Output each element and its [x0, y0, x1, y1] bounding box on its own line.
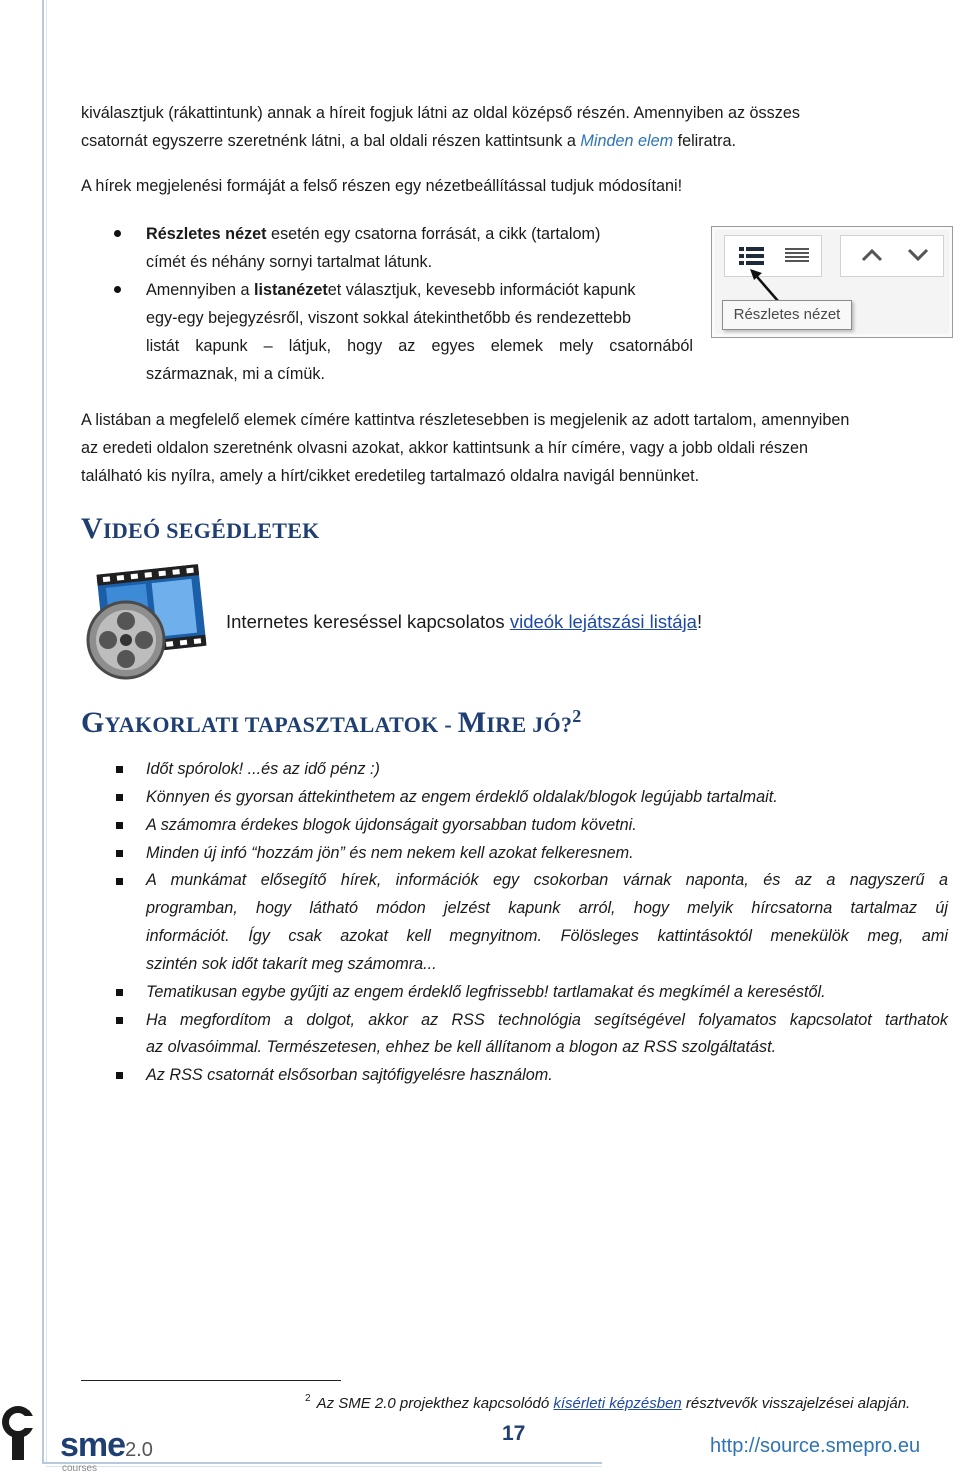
practice-item-line: szintén sok időt takarít meg számomra... [146, 955, 437, 973]
footnote [305, 1388, 910, 1415]
practice-heading-rest-1: YAKORLATI TAPASZTALATOK - [104, 712, 458, 737]
film-reel-icon [80, 560, 210, 695]
practice-heading [81, 706, 582, 740]
sme-logo-version: 2.0 [125, 1439, 153, 1461]
video-heading-initial: V [81, 512, 103, 545]
detailed-view-term: Részletes nézet [146, 225, 267, 243]
video-playlist-line [226, 609, 702, 635]
bullet-2-text-1: et választjuk, kevesebb információt kapunk [327, 281, 636, 299]
footnote-ref[interactable]: 2 [572, 706, 582, 726]
video-playlist-end: ! [696, 611, 703, 632]
intro-line-1: kiválasztjuk (rákattintunk) annak a híreit fogjuk látni az oldal középső részén. Amennyiben az összes [81, 104, 800, 122]
footnote-text: Az SME 2.0 projekthez kapcsolódó [316, 1395, 554, 1412]
intro-line-2-text: csatornát egyszerre szeretnénk látni, a bal oldali részen kattintsunk a [81, 132, 581, 150]
practice-heading-initial-2: M [457, 706, 487, 739]
list-view-term: listanézet [254, 281, 328, 299]
square-bullet [116, 822, 123, 829]
practice-item: Minden új infó “hozzám jön” és nem nekem kell azokat felkeresnem. [146, 844, 634, 862]
square-bullet [116, 1072, 123, 1079]
bullet-2-line-1 [146, 276, 693, 304]
bullet-dot [114, 286, 121, 293]
bullet-1-text-1: esetén egy csatorna forrását, a cikk (tartalom) [266, 225, 601, 243]
para-2-line-3: található kis nyílra, amely a hírt/cikket eredetileg tartalmazó oldalra navigál bennünket. [81, 467, 700, 485]
para-2-line-1: A listában a megfelelő elemek címére kattintva részletesebben is megjelenik az adott tartalom, amennyiben [81, 411, 850, 429]
bullet-2-line-3: listát kapunk – látjuk, hogy az egyes elemek mely csatornából [146, 337, 693, 355]
bullet-2-line-2: egy-egy bejegyzésről, viszont sokkal átekinthetőbb és rendezettebb [146, 309, 632, 327]
practice-item: Időt spórolok! ...és az idő pénz :) [146, 760, 380, 778]
practice-item-line: az olvasóimmal. Természetesen, ehhez be kell állítanom a blogon az RSS szolgáltatást. [146, 1038, 777, 1056]
bullet-1-line-1 [146, 220, 693, 248]
detailed-view-tooltip: Részletes nézet [722, 300, 852, 330]
practice-item-line: A munkámat elősegítő hírek, információk egy csokorban várnak naponta, és az a nagyszerű a [146, 871, 948, 889]
para-2-line-2: az eredeti oldalon szeretnénk olvasni azokat, akkor kattintsunk a hír címére, vagy a jobb oldali részen [81, 439, 809, 457]
footnote-text-end: résztvevők visszajelzései alapján. [681, 1395, 911, 1412]
minden-elem-link[interactable]: Minden elem [580, 132, 674, 150]
sme-logo-text [60, 1426, 153, 1465]
intro-line-3: A hírek megjelenési formáját a felső részen egy nézetbeállítással tudjuk módosítani! [81, 177, 683, 195]
page-number: 17 [502, 1422, 526, 1445]
footer-url[interactable]: http://source.smepro.eu [710, 1435, 921, 1457]
practice-item-line: programban, hogy látható módon jelzést kapunk arról, hogy melyik hírcsatorna tartalmaz új [146, 899, 948, 917]
page-frame-left [42, 0, 44, 1462]
practice-item-line: információt. Így csak azokat kell megnyitnom. Fölösleges kattintásoktól menekülök meg, ami [146, 927, 948, 945]
footnote-separator [81, 1380, 341, 1381]
video-playlist-link[interactable]: videók lejátszási listája [509, 611, 697, 632]
bullet-2-pre: Amennyiben a [146, 281, 254, 299]
intro-line-2 [81, 127, 948, 155]
video-heading [81, 512, 320, 546]
chevron-down-icon[interactable] [907, 248, 929, 267]
practice-heading-rest-2: IRE JÓ? [486, 712, 573, 737]
square-bullet [116, 1017, 123, 1024]
footnote-link[interactable]: kísérleti képzésben [553, 1395, 682, 1412]
square-bullet [116, 989, 123, 996]
sme-logo-subtitle: courses [62, 1463, 98, 1474]
practice-item: Tematikusan egybe gyűjti az engem érdeklő legfrissebb! tartlamakat és megkímél a kereséstől. [146, 983, 826, 1001]
video-heading-rest: IDEÓ SEGÉDLETEK [102, 518, 320, 543]
bullet-2-line-4: származnak, mi a címük. [146, 365, 326, 383]
bullet-1-line-2: címét és néhány sornyi tartalmat látunk. [146, 253, 433, 271]
list-view-icon[interactable] [785, 247, 809, 270]
footnote-number: 2 [305, 1393, 311, 1404]
view-options-screenshot [711, 226, 953, 338]
sme-logo-word: sme [60, 1426, 126, 1464]
intro-line-2-end: feliratra. [673, 132, 737, 150]
square-bullet [116, 850, 123, 857]
practice-heading-initial-1: G [81, 706, 105, 739]
navigation-buttons-group [840, 235, 944, 277]
practice-item: Az RSS csatornát elsősorban sajtófigyelésre használom. [146, 1066, 553, 1084]
chevron-up-icon[interactable] [861, 248, 883, 267]
video-playlist-text: Internetes kereséssel kapcsolatos [226, 611, 510, 632]
practice-item: A számomra érdekes blogok újdonságait gyorsabban tudom követni. [146, 816, 637, 834]
square-bullet [116, 794, 123, 801]
bullet-dot [114, 230, 121, 237]
practice-item-line: Ha megfordítom a dolgot, akkor az RSS technológia segítségével folyamatos kapcsolatot tarthatok [146, 1011, 948, 1029]
square-bullet [116, 766, 123, 773]
square-bullet [116, 878, 123, 885]
page-frame-left-inner [46, 0, 47, 1462]
practice-item: Könnyen és gyorsan áttekinthetem az engem érdeklő oldalak/blogok legújabb tartalmait. [146, 788, 778, 806]
